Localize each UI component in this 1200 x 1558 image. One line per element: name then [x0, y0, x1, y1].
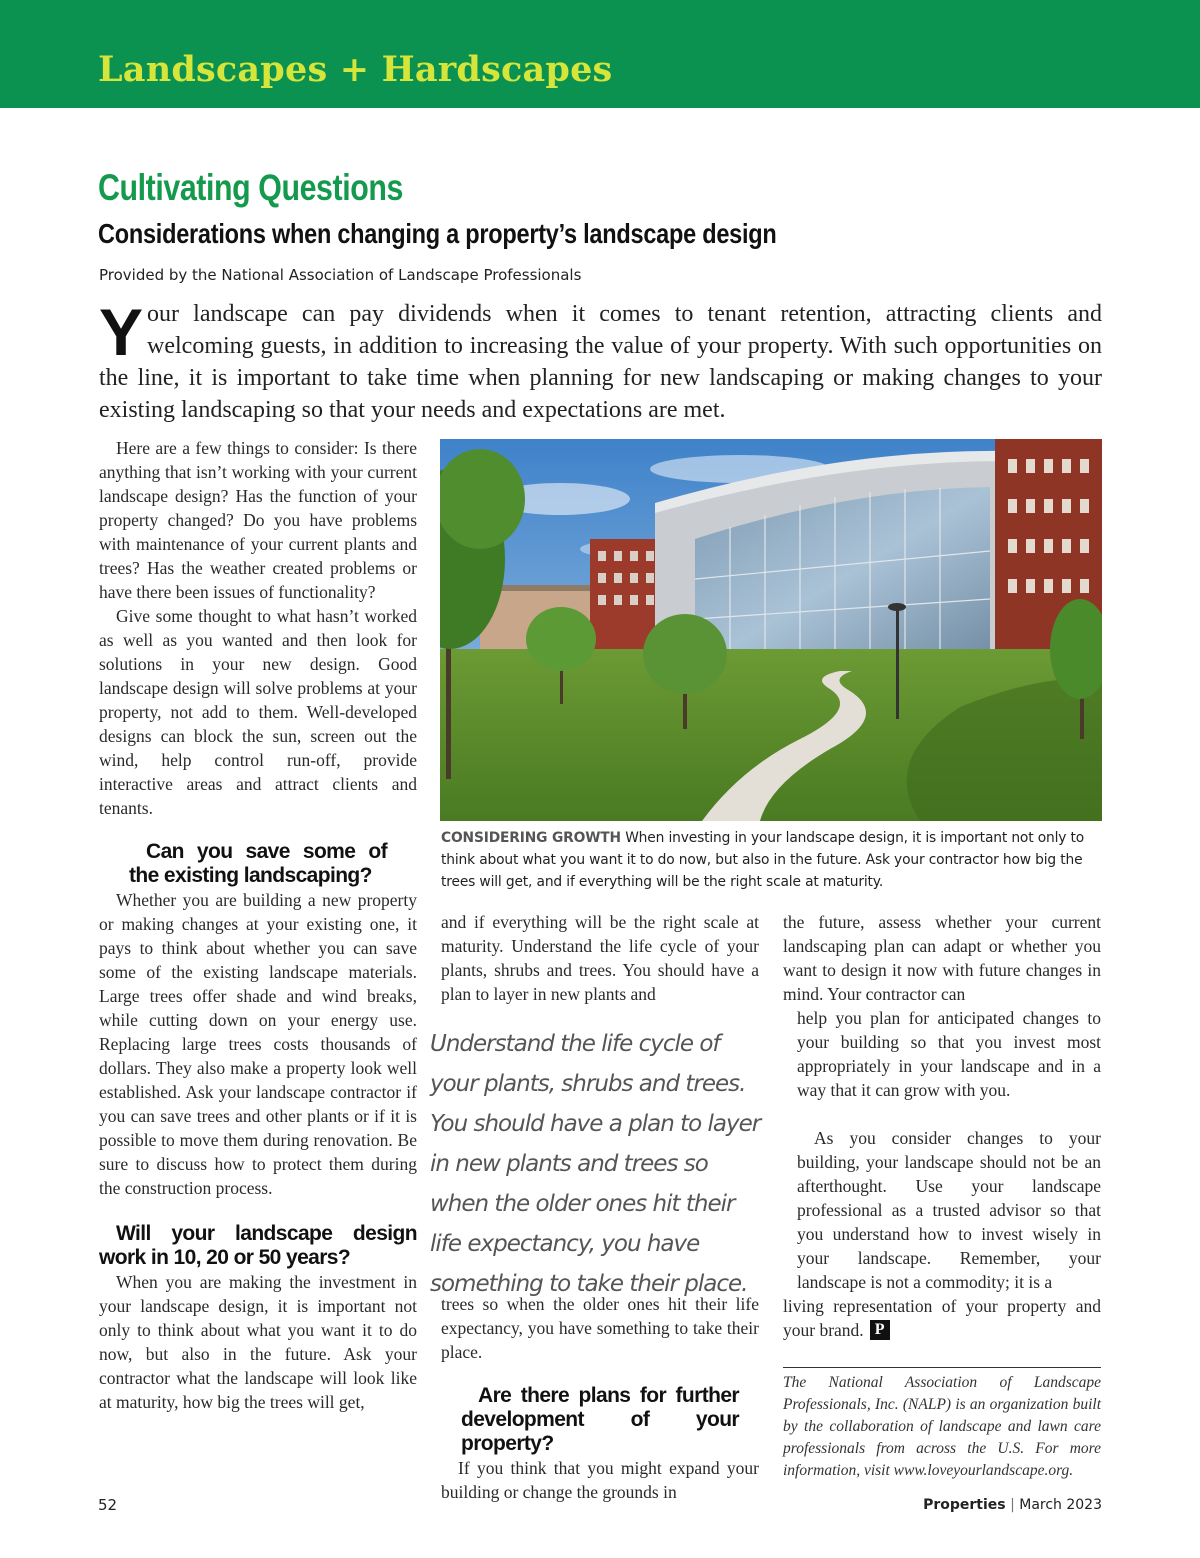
drop-cap: Y: [99, 295, 144, 369]
body-paragraph: the future, assess whether your current landscaping plan can adapt or whether you want to design it now with future changes in mind. Your contractor can: [783, 912, 1101, 1004]
column-1: [99, 436, 417, 1414]
body-paragraph: When you are making the investment in your landscape design, it is important not only to think about what you want it to do now, but also in the future. Ask your contractor what the landscape will look like at maturity, how big the trees will get,: [99, 1272, 417, 1412]
subhead-design-longevity: Will your landscape design work in 10, 20 or 50 years?: [99, 1222, 417, 1269]
intro-text: our landscape can pay dividends when it comes to tenant retention, attracting clients and welcoming guests, in addition to increasing the value of your property. With such opportunities on the line, it is important to take time when planning for new landscaping or making changes to your existing landscaping so that your needs and expectations are met.: [99, 301, 1102, 423]
column-3: [783, 910, 1101, 1342]
subhead-further-development: Are there plans for further development of your property?: [461, 1384, 739, 1455]
issue-date: March 2023: [1019, 1497, 1102, 1513]
page-number: 52: [98, 1496, 118, 1514]
campus-building-photo: [440, 439, 1102, 821]
body-paragraph: and if everything will be the right scale at maturity. Understand the life cycle of your plants, shrubs and trees. You should have a plan to layer in new plants and: [441, 912, 759, 1004]
column-2-bottom: [441, 1292, 759, 1504]
column-2-top: [441, 910, 759, 1006]
caption-label: CONSIDERING GROWTH: [441, 830, 621, 846]
article-credit: Provided by the National Association of Landscape Professionals: [99, 266, 582, 284]
body-paragraph-end: [783, 1294, 1101, 1342]
about-note: The National Association of Landscape Professionals, Inc. (NALP) is an organization built by the collaboration of landscape and lawn care professionals from across the U.S. For more information, visit www.loveyourlandscape.org.: [783, 1374, 1101, 1479]
body-paragraph: Whether you are building a new property or making changes at your existing one, it pays to think about whether you can save some of the existing landscape materials. Large trees offer shade and wind breaks, while cutting down on your energy use. Replacing large trees costs thousands of dollars. They also make a property look well established. Ask your landscape contractor if you can save trees and other plants or if it is possible to move them during renovation. Be sure to discuss how to protect them during the construction process.: [99, 890, 417, 1198]
footer-publication: [923, 1494, 1102, 1516]
magazine-name: Properties: [923, 1497, 1006, 1513]
caption-text: When investing in your landscape design, it is important not only to think about what you want it to do now, but also in the future. Ask your contractor how big the trees will get, and if everything will be the right scale at maturity.: [441, 830, 1085, 890]
body-paragraph: As you consider changes to your building, your landscape should not be an afterthought. Use your landscape professional as a trusted advisor so that you understand how to invest wisely in your landscape. Remember, your landscape is not a commodity; it is a: [797, 1128, 1101, 1292]
end-mark-icon: P: [870, 1320, 890, 1340]
closing-text: living representation of your property and your brand.: [783, 1296, 1101, 1340]
note-divider: [783, 1367, 1101, 1368]
section-header-band: [0, 0, 1200, 108]
pull-quote: Understand the life cycle of your plants, shrubs and trees. You should have a plan to layer in new plants and trees so when the older ones hit their life expectancy, you have something to take their place.: [430, 1031, 761, 1297]
body-paragraph: Give some thought to what hasn’t worked as well as you wanted and then look for solutions in your new design. Good landscape design will solve problems at your property, not add to them. Well-developed designs can block the sun, screen out the wind, help control run-off, provide interactive areas and attract clients and tenants.: [99, 606, 417, 818]
section-title: Landscapes + Hardscapes: [98, 49, 613, 90]
subhead-save-landscaping: Can you save some of the existing landscaping?: [129, 840, 387, 887]
article-headline: Cultivating Questions: [98, 167, 403, 208]
article-subhead: Considerations when changing a property’s landscape design: [98, 218, 777, 249]
body-paragraph: Here are a few things to consider: Is there anything that isn’t working with your current landscape design? Has the function of your property changed? Do you have problems with maintenance of your current plants and trees? Has the weather created problems or have there been issues of functionality?: [99, 438, 417, 602]
body-paragraph: If you think that you might expand your building or change the grounds in: [441, 1458, 759, 1502]
body-paragraph: help you plan for anticipated changes to your building so that you invest most appropriately in your landscape and in a way that it can grow with you.: [797, 1008, 1101, 1100]
photo-caption: [441, 827, 1104, 893]
body-paragraph: trees so when the older ones hit their life expectancy, you have something to take their place.: [441, 1294, 759, 1362]
footer-separator: |: [1010, 1497, 1015, 1513]
intro-paragraph: [99, 295, 1102, 426]
